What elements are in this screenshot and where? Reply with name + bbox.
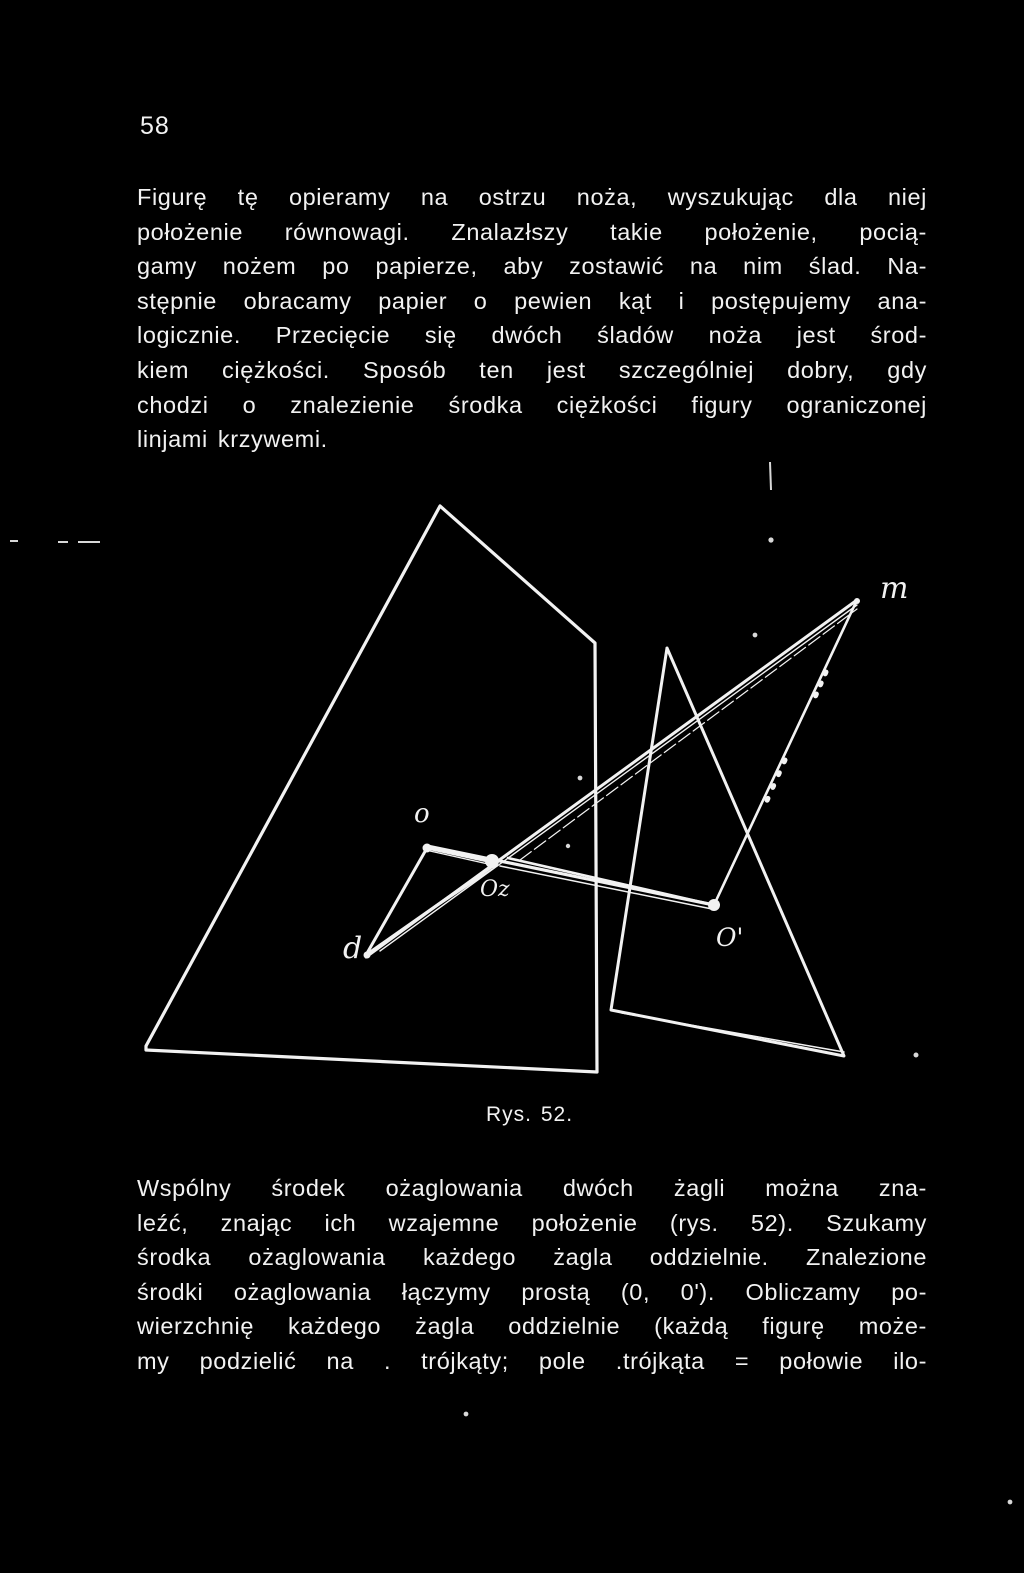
text-line: położenie równowagi. Znalazłszy takie położenie, pocią- bbox=[137, 218, 927, 245]
scan-speck bbox=[465, 1413, 468, 1416]
scan-speck bbox=[1009, 1501, 1012, 1504]
scan-speck bbox=[754, 634, 757, 637]
scan-mark bbox=[770, 462, 771, 490]
text-line: Figurę tę opieramy na ostrzu noża, wyszukując dla niej bbox=[137, 184, 927, 210]
label-o: o bbox=[414, 799, 430, 829]
label-m: m bbox=[880, 571, 909, 606]
label-oz: Oz bbox=[480, 877, 510, 902]
label-o-prime: O' bbox=[716, 923, 744, 952]
text-line: chodzi o znalezienie środka ciężkości figury ograniczonej bbox=[137, 391, 927, 418]
label-d: d bbox=[343, 931, 363, 966]
text-line: stępnie obracamy papier o pewien kąt i postępujemy ana- bbox=[137, 287, 927, 314]
text-line: my podzielić na . trójkąty; pole .trójkąta = połowie ilo- bbox=[137, 1347, 927, 1374]
text-line: logicznie. Przecięcie się dwóch śladów noża jest środ- bbox=[137, 322, 927, 349]
text-line: gamy nożem po papierze, aby zostawić na nim ślad. Na- bbox=[137, 253, 927, 280]
text-line: kiem ciężkości. Sposób ten jest szczególniej dobry, gdy bbox=[137, 356, 927, 383]
scan-speck bbox=[769, 538, 772, 541]
text-line: wierzchnię każdego żagla oddzielnie (każdą figurę może- bbox=[137, 1313, 927, 1340]
text-line: Wspólny środek ożaglowania dwóch żagli można zna- bbox=[137, 1175, 927, 1201]
page-number: 58 bbox=[140, 112, 170, 140]
figure-caption: Rys. 52. bbox=[486, 1103, 574, 1126]
text-line: linjami krzywemi. bbox=[137, 426, 328, 453]
text-line: środka ożaglowania każdego żagla oddzielnie. Znalezione bbox=[137, 1244, 927, 1271]
text-line: środki ożaglowania łączymy prostą (0, 0'). Obliczamy po- bbox=[137, 1278, 927, 1305]
scan-speck bbox=[915, 1054, 918, 1057]
scan-speck bbox=[579, 777, 582, 780]
scan-speck bbox=[567, 845, 569, 847]
text-line: leźć, znając ich wzajemne położenie (rys. 52). Szukamy bbox=[137, 1209, 927, 1236]
